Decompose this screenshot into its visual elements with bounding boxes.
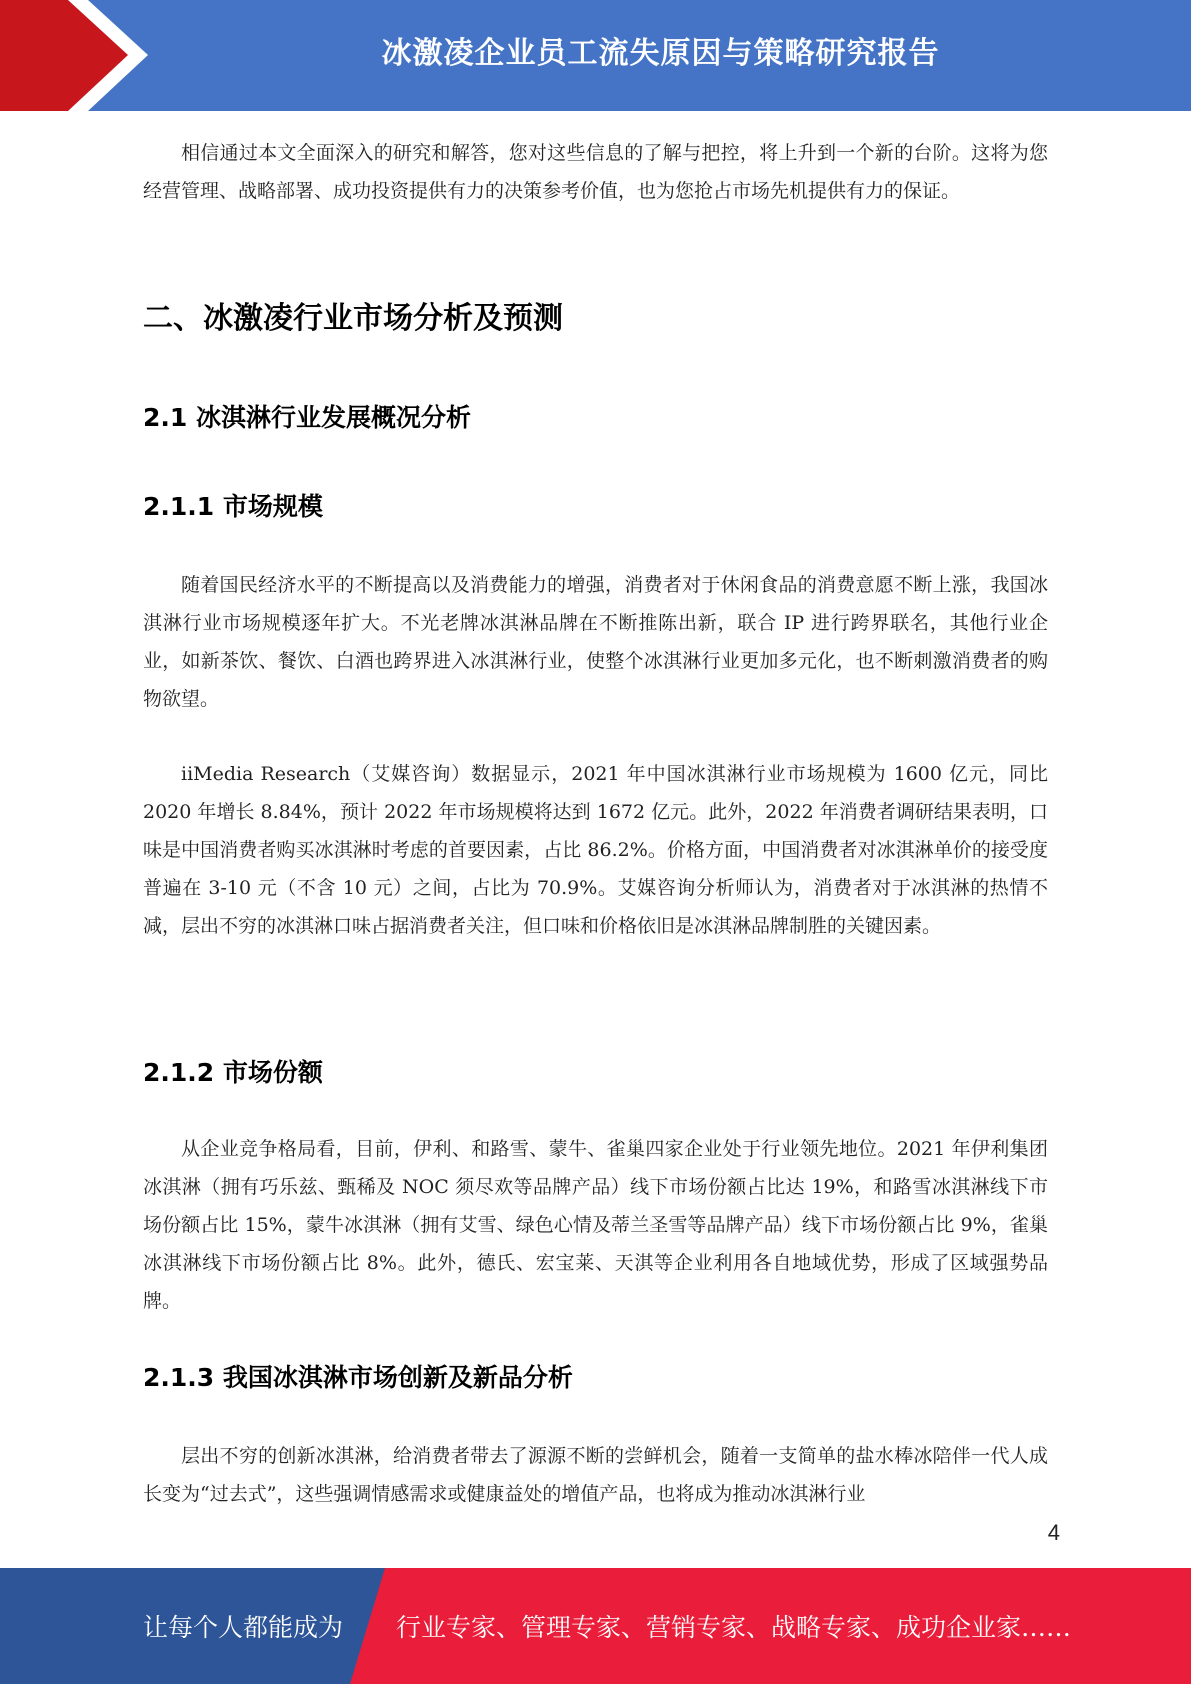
section-heading: 二、冰激凌行业市场分析及预测 [143, 301, 563, 336]
subsection-heading-2-1-1: 2.1.1 市场规模 [143, 492, 323, 521]
subsection-heading-2-1-2: 2.1.2 市场份额 [143, 1058, 323, 1087]
report-title: 冰激凌企业员工流失原因与策略研究报告 [381, 36, 940, 71]
subsection-heading-2-1: 2.1 冰淇淋行业发展概况分析 [143, 403, 471, 432]
market-size-paragraph-1: 随着国民经济水平的不断提高以及消费能力的增强，消费者对于休闲食品的消费意愿不断上涨，我国冰淇淋行业市场规模逐年扩大。不光老牌冰淇淋品牌在不断推陈出新，联合 IP 进行跨界联名，其他行业企业，如新茶饮、餐饮、白酒也跨界进入冰淇淋行业，使整个冰淇淋行业更加多元化，也不断刺激消费者的购物欲望。 [143, 574, 1048, 710]
market-share-paragraph: 从企业竞争格局看，目前，伊利、和路雪、蒙牛、雀巢四家企业处于行业领先地位。2021 年伊利集团冰淇淋（拥有巧乐兹、甄稀及 NOC 须尽欢等品牌产品）线下市场份额占比达 19%，和路雪冰淇淋线下市场份额占比 15%，蒙牛冰淇淋（拥有艾雪、绿色心情及蒂兰圣雪等品牌产品）线下市场份额占比 9%，雀巢冰淇淋线下市场份额占比 8%。此外，德氏、宏宝莱、天淇等企业利用各自地域优势，形成了区域强势品牌。 [143, 1138, 1048, 1312]
intro-paragraph: 相信通过本文全面深入的研究和解答，您对这些信息的了解与把控，将上升到一个新的台阶。这将为您经营管理、战略部署、成功投资提供有力的决策参考价值，也为您抢占市场先机提供有力的保证。 [143, 142, 1048, 202]
page-number: 4 [1047, 1520, 1060, 1545]
footer-slogan-left: 让每个人都能成为 [143, 1613, 344, 1642]
page-footer [0, 1568, 1191, 1684]
footer-slogan-right: 行业专家、管理专家、营销专家、战略专家、成功企业家…… [396, 1613, 1072, 1642]
page-header [0, 0, 1191, 111]
subsection-heading-2-1-3: 2.1.3 我国冰淇淋市场创新及新品分析 [143, 1363, 573, 1392]
market-size-paragraph-2: iiMedia Research（艾媒咨询）数据显示，2021 年中国冰淇淋行业市场规模为 1600 亿元，同比 2020 年增长 8.84%，预计 2022 年市场规模将达到 1672 亿元。此外，2022 年消费者调研结果表明，口味是中国消费者购买冰淇淋时考虑的首要因素，占比 86.2%。价格方面，中国消费者对冰淇淋单价的接受度普遍在 3-10 元（不含 10 元）之间，占比为 70.9%。艾媒咨询分析师认为，消费者对于冰淇淋的热情不减，层出不穷的冰淇淋口味占据消费者关注，但口味和价格依旧是冰淇淋品牌制胜的关键因素。 [143, 763, 1048, 937]
innovation-paragraph: 层出不穷的创新冰淇淋，给消费者带去了源源不断的尝鲜机会，随着一支简单的盐水棒冰陪伴一代人成长变为“过去式”，这些强调情感需求或健康益处的增值产品，也将成为推动冰淇淋行业 [143, 1445, 1048, 1505]
